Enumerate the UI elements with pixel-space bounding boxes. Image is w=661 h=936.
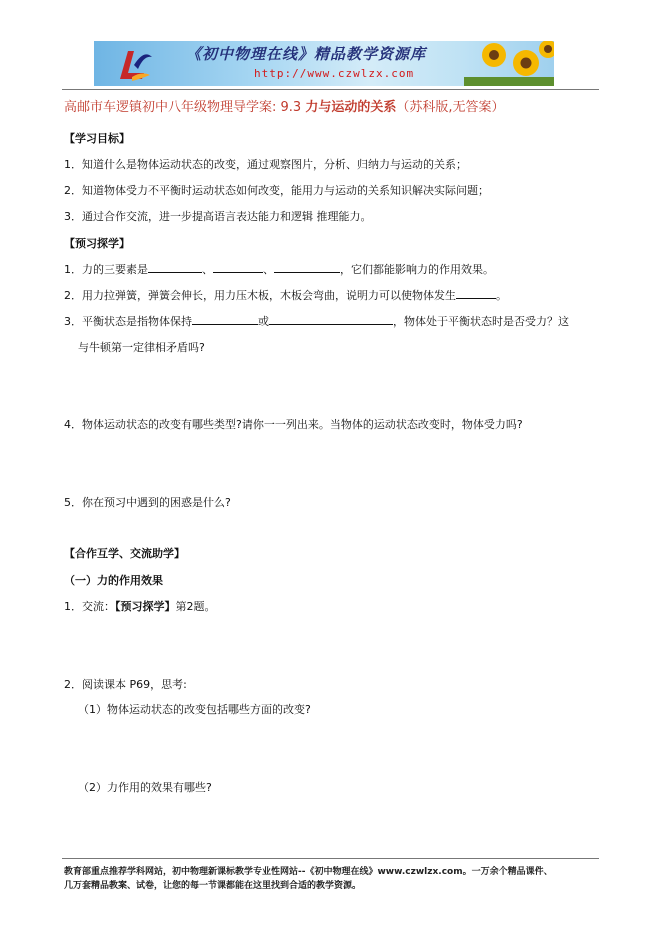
preview-question-5: 5．你在预习中遇到的困惑是什么? xyxy=(64,496,231,509)
q3-text-mid: 或 xyxy=(258,315,269,328)
coop-item-2-2: （2）力作用的效果有哪些? xyxy=(78,781,212,794)
q1-sep-1: 、 xyxy=(202,263,213,276)
sunflower-icon xyxy=(464,41,554,86)
coop-subheader: （一）力的作用效果 xyxy=(64,574,163,587)
q3-blank-2 xyxy=(269,313,393,325)
preview-question-3-cont: 与牛顿第一定律相矛盾吗? xyxy=(78,341,205,354)
preview-header: 【预习探学】 xyxy=(64,237,130,250)
q1-blank-1 xyxy=(148,261,202,273)
coop-item-2-1: （1）物体运动状态的改变包括哪些方面的改变? xyxy=(78,703,311,716)
coop-item-1 xyxy=(64,598,216,614)
banner-url: http://www.czwlzx.com xyxy=(254,67,415,80)
goal-item-1: 1．知道什么是物体运动状态的改变，通过观察图片，分析、归纳力与运动的关系； xyxy=(64,158,467,171)
coop-item-1-a: 1．交流： xyxy=(64,600,115,613)
title-topic: 力与运动的关系 xyxy=(305,100,397,115)
q2-blank xyxy=(456,287,496,299)
page-footer xyxy=(64,865,553,893)
q3-blank-1 xyxy=(192,313,258,325)
footer-line-2: 几万套精品教案、试卷，让您的每一节课都能在这里找到合适的教学资源。 xyxy=(64,881,362,891)
q1-sep-2: 、 xyxy=(263,263,274,276)
goal-item-2: 2．知道物体受力不平衡时运动状态如何改变，能用力与运动的关系知识解决实际问题； xyxy=(64,184,489,197)
goals-header: 【学习目标】 xyxy=(64,132,130,145)
q2-text-b: 。 xyxy=(496,289,507,302)
site-logo-icon xyxy=(114,45,154,83)
coop-item-1-ref: 【预习探学】 xyxy=(115,600,176,613)
banner-title: 《初中物理在线》精品教学资源库 xyxy=(186,45,427,63)
q1-blank-3 xyxy=(274,261,340,273)
title-suffix: （苏科版,无答案） xyxy=(396,100,505,115)
document-title xyxy=(64,96,504,115)
q3-text-a: 3．平衡状态是指物体保持 xyxy=(64,315,192,328)
title-prefix: 高邮市车逻镇初中八年级物理导学案: 9.3 xyxy=(64,100,306,115)
preview-question-1 xyxy=(64,261,494,277)
header-banner xyxy=(94,41,554,86)
footer-line-1: 教育部重点推荐学科网站，初中物理新课标教学专业性网站--《初中物理在线》www.czwlzx.com。一万余个精品课件、 xyxy=(64,867,553,877)
preview-question-3 xyxy=(64,313,569,329)
coop-item-1-b: 第2题。 xyxy=(175,600,216,613)
q3-text-b: ，物体处于平衡状态时是否受力？这 xyxy=(393,315,569,328)
footer-rule xyxy=(62,858,599,859)
q1-text-b: ，它们都能影响力的作用效果。 xyxy=(340,263,494,276)
header-rule xyxy=(62,89,599,90)
q2-text-a: 2．用力拉弹簧，弹簧会伸长，用力压木板，木板会弯曲，说明力可以使物体发生 xyxy=(64,289,456,302)
coop-header: 【合作互学、交流助学】 xyxy=(64,547,185,560)
q1-text-a: 1．力的三要素是 xyxy=(64,263,148,276)
goal-item-3: 3．通过合作交流，进一步提高语言表达能力和逻辑 推理能力。 xyxy=(64,210,372,223)
coop-item-2: 2．阅读课本 P69，思考: xyxy=(64,678,187,691)
preview-question-2 xyxy=(64,287,507,303)
preview-question-4: 4．物体运动状态的改变有哪些类型?请你一一列出来。当物体的运动状态改变时，物体受力吗? xyxy=(64,418,523,431)
q1-blank-2 xyxy=(213,261,263,273)
